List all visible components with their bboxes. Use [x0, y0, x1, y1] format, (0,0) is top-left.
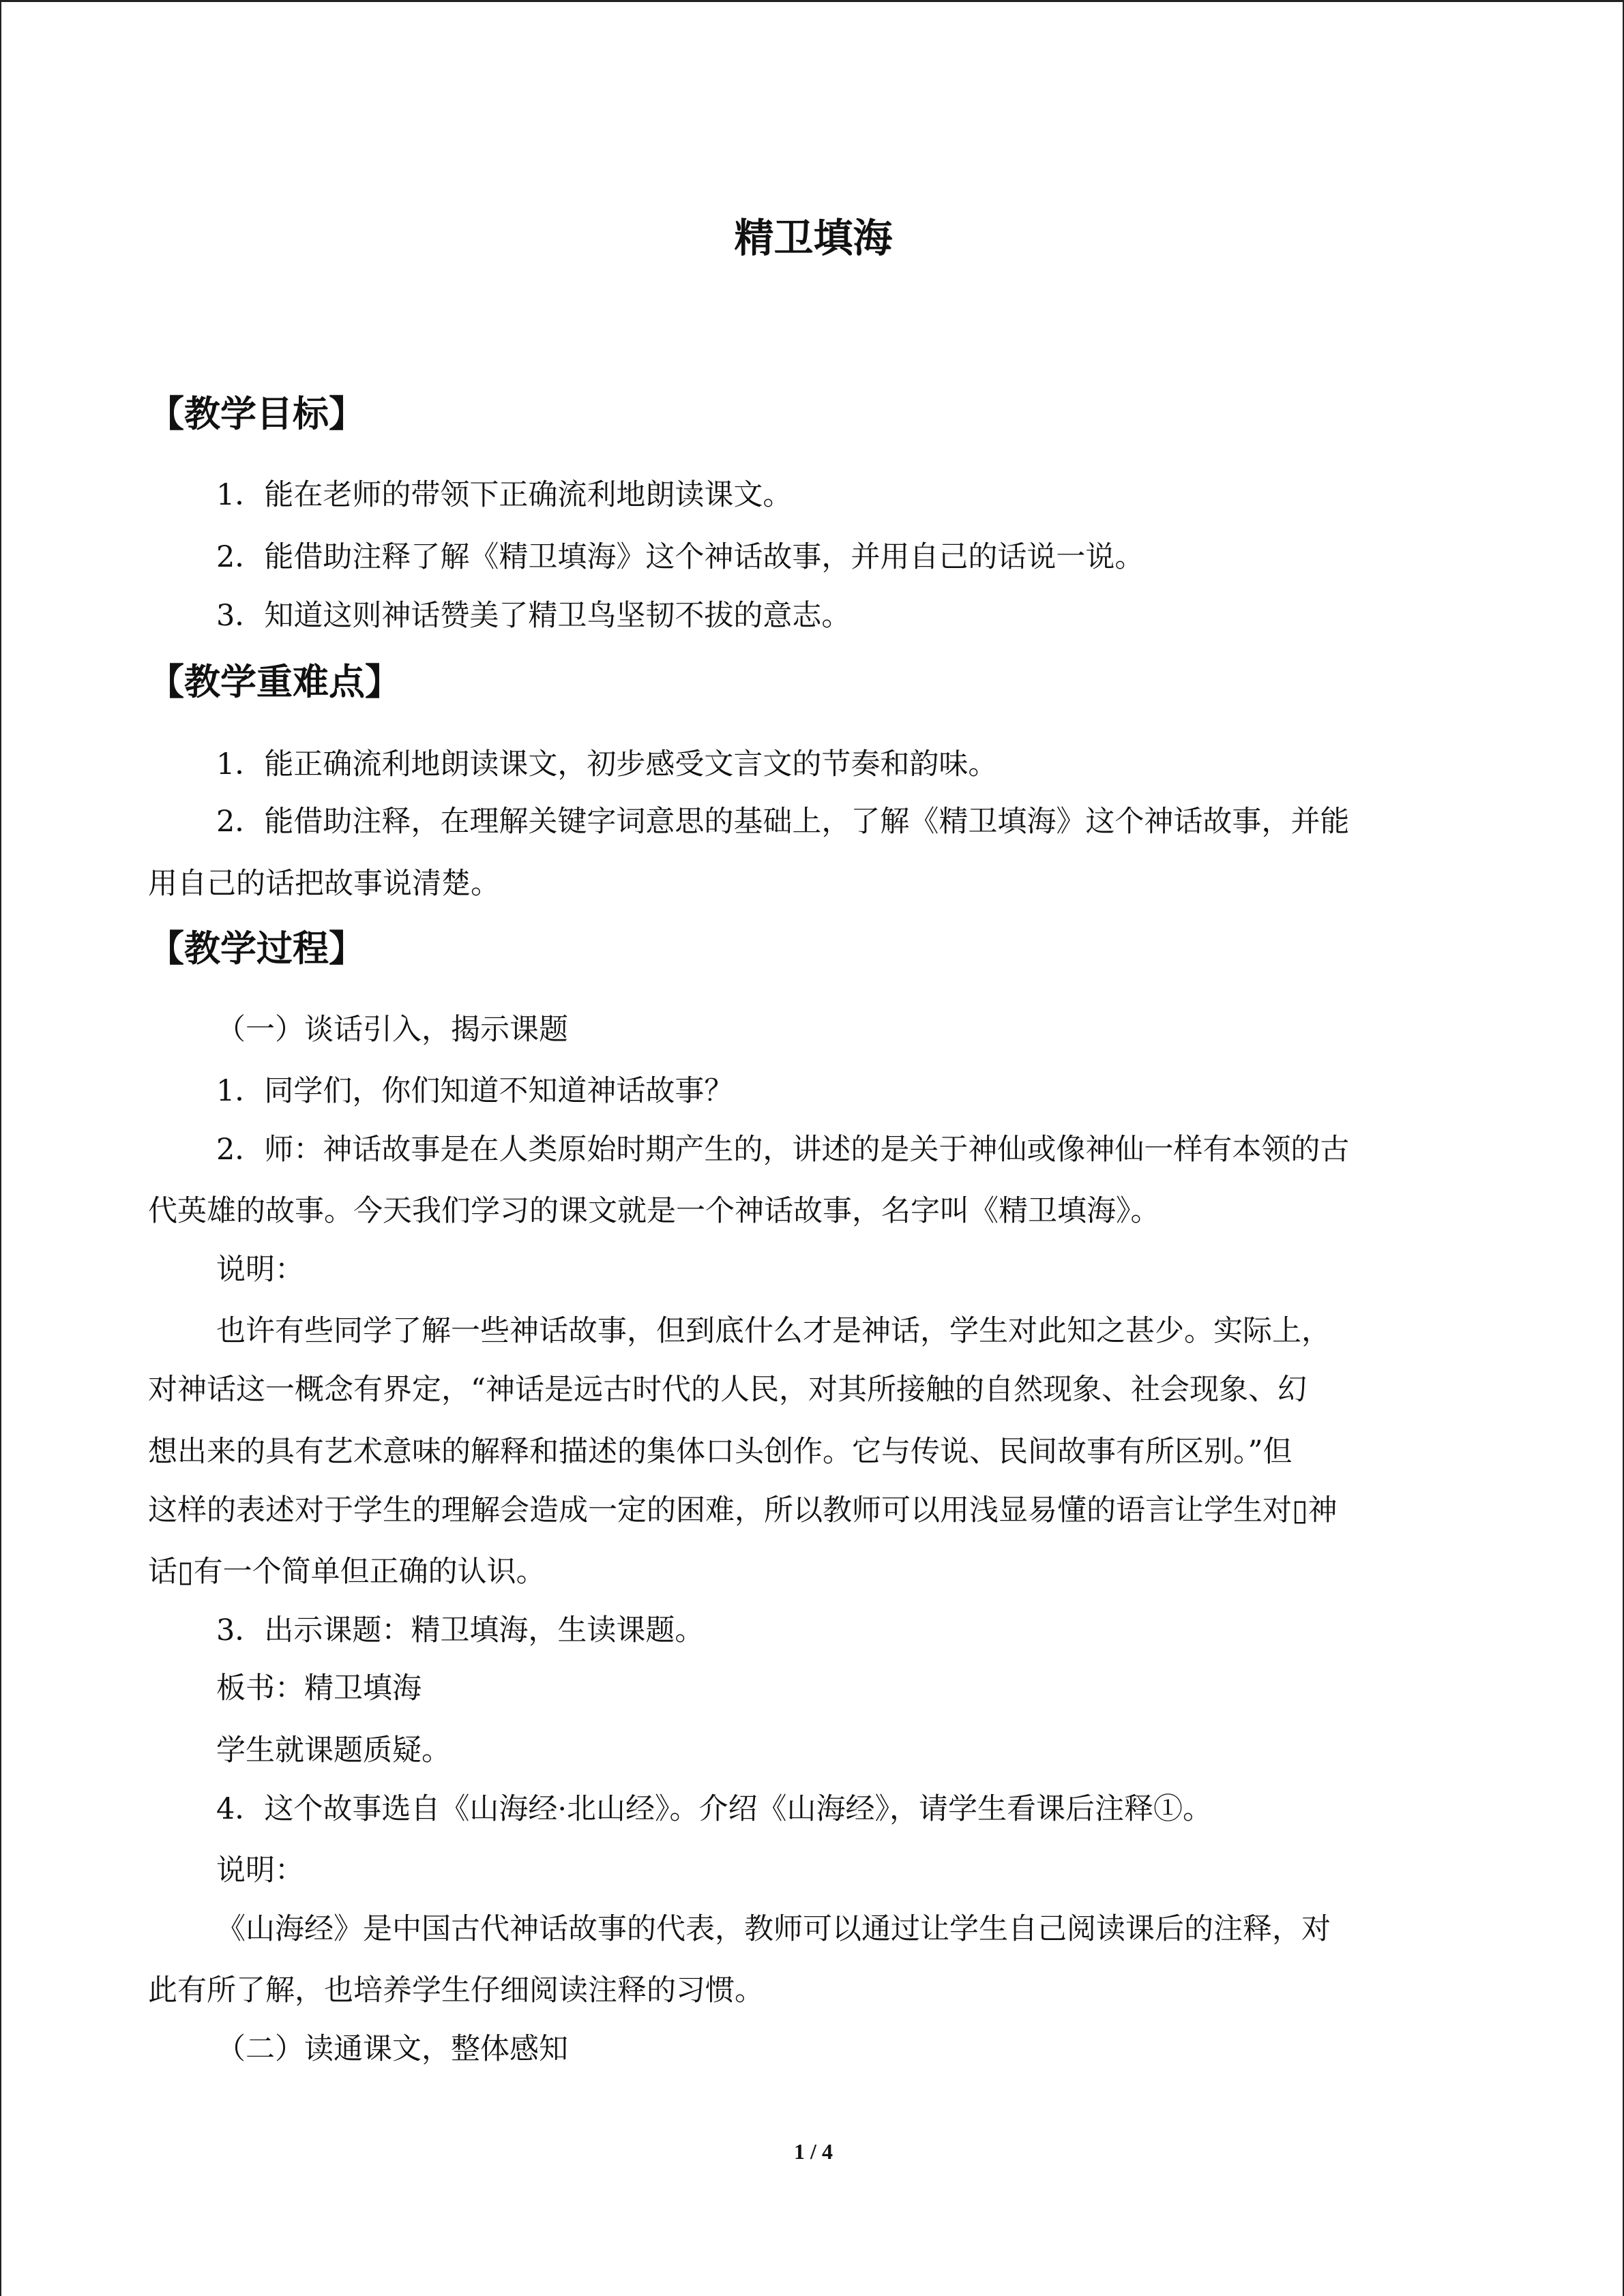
note-label-2: 说明：: [216, 1853, 304, 1888]
key-item-1: 1．能正确流利地朗读课文，初步感受文言文的节奏和韵味。: [216, 747, 998, 781]
note-label-1: 说明：: [216, 1253, 304, 1287]
note-1-line-4: 这样的表述对于学生的理解会造成一定的困难，所以教师可以用浅显易懂的语言让学生对▯神: [148, 1493, 1338, 1527]
heading-teaching-goals: 【教学目标】: [148, 393, 365, 435]
key-item-2-line-1: 2．能借助注释，在理解关键字词意思的基础上，了解《精卫填海》这个神话故事，并能: [216, 805, 1350, 839]
part2-title: （二）读通课文，整体感知: [216, 2032, 568, 2066]
note-1-line-3: 想出来的具有艺术意味的解释和描述的集体口头创作。它与传说、民间故事有所区别。”但: [148, 1435, 1293, 1469]
board-writing: 板书：精卫填海: [216, 1671, 422, 1705]
goal-item-1: 1．能在老师的带领下正确流利地朗读课文。: [216, 478, 793, 512]
step-1: 1．同学们，你们知道不知道神话故事？: [216, 1074, 734, 1108]
note-2-line-2: 此有所了解，也培养学生仔细阅读注释的习惯。: [148, 1973, 764, 2008]
part1-title: （一）谈话引入，揭示课题: [216, 1013, 568, 1047]
question-line: 学生就课题质疑。: [216, 1733, 451, 1768]
note-1-line-5: 话▯有一个简单但正确的认识。: [148, 1555, 546, 1589]
step-2-line-1: 2．师：神话故事是在人类原始时期产生的，讲述的是关于神仙或像神仙一样有本领的古: [216, 1133, 1350, 1167]
step-4: 4．这个故事选自《山海经·北山经》。介绍《山海经》，请学生看课后注释①。: [216, 1792, 1213, 1826]
note-1-line-1: 也许有些同学了解一些神话故事，但到底什么才是神话，学生对此知之甚少。实际上，: [216, 1314, 1331, 1348]
goal-item-2: 2．能借助注释了解《精卫填海》这个神话故事，并用自己的话说一说。: [216, 540, 1145, 574]
step-3: 3．出示课题：精卫填海，生读课题。: [216, 1613, 705, 1648]
heading-key-points: 【教学重难点】: [148, 661, 401, 703]
note-2-line-1: 《山海经》是中国古代神话故事的代表，教师可以通过让学生自己阅读课后的注释，对: [216, 1912, 1331, 1946]
goal-item-3: 3．知道这则神话赞美了精卫鸟坚韧不拔的意志。: [216, 599, 851, 633]
page-number: 1 / 4: [794, 2139, 833, 2164]
heading-teaching-process: 【教学过程】: [148, 928, 365, 970]
step-2-line-2: 代英雄的故事。今天我们学习的课文就是一个神话故事，名字叫《精卫填海》。: [148, 1194, 1160, 1228]
page-title: 精卫填海: [734, 215, 893, 261]
note-1-line-2: 对神话这一概念有界定，“神话是远古时代的人民，对其所接触的自然现象、社会现象、幻: [148, 1373, 1307, 1407]
key-item-2-line-2: 用自己的话把故事说清楚。: [148, 867, 500, 901]
